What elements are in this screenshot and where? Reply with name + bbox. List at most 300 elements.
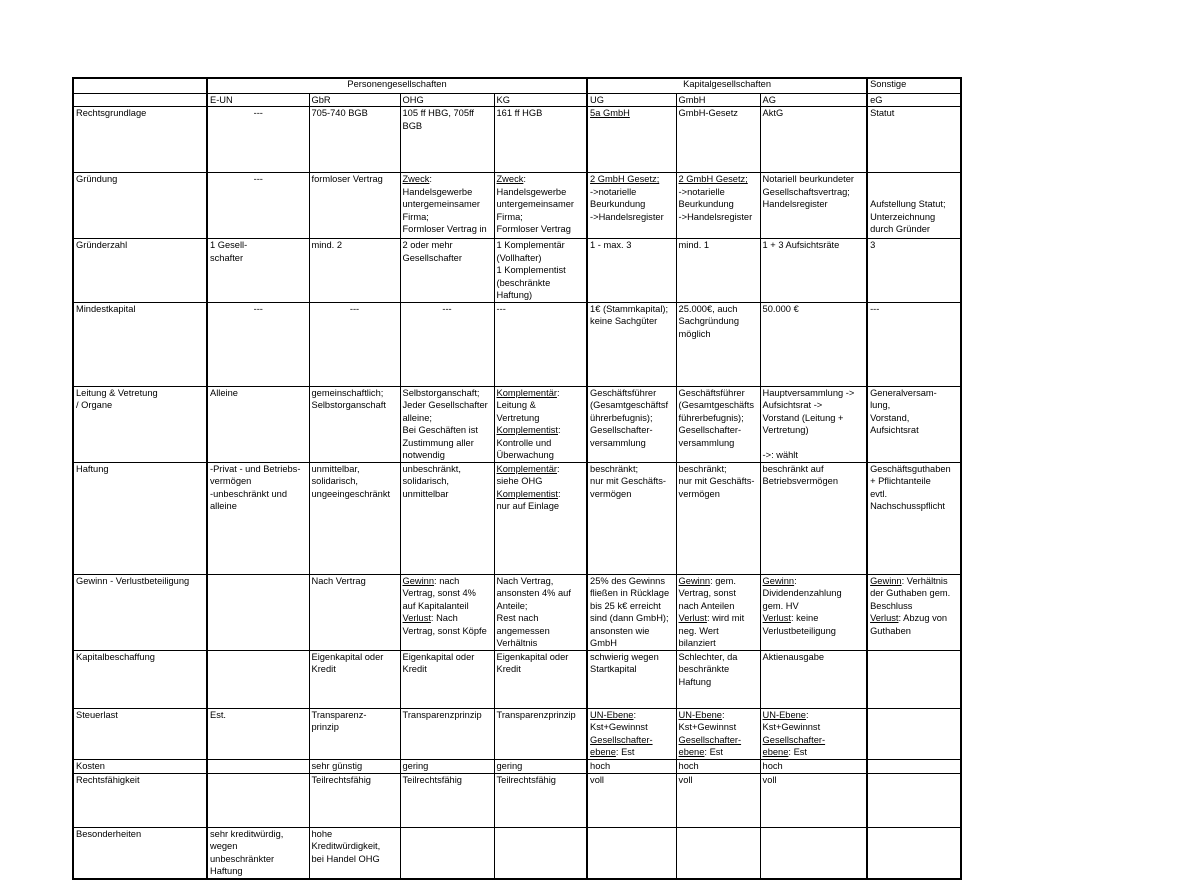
cell-line: Eigenkapital oder xyxy=(311,651,384,662)
cell-eg xyxy=(867,827,961,879)
form-header-ug: UG xyxy=(587,93,676,107)
cell-line: ungeeingeschränkt xyxy=(311,488,391,499)
cell-line: führerbefugnis); xyxy=(678,412,744,423)
cell-line: 1€ (Stammkapital); xyxy=(590,303,669,314)
cell-line: Kst+Gewinnst xyxy=(678,722,737,732)
cell-ag xyxy=(760,759,867,773)
cell-line: Vertrag, sonst Köpfe xyxy=(402,625,487,636)
cell-line: Unterzeichnung xyxy=(870,211,936,222)
cell-ug xyxy=(587,173,676,239)
cell-line: beschränkte xyxy=(678,664,730,674)
cell-line: mind. 2 xyxy=(311,240,342,250)
cell-line: Verhältnis xyxy=(496,638,538,648)
cell-line xyxy=(870,828,958,841)
form-header-ag: AG xyxy=(760,93,867,107)
cell-keyword-line: Zweck: xyxy=(402,174,432,184)
cell-ohg xyxy=(400,759,494,773)
form-header-gmbh: GmbH xyxy=(676,93,760,107)
cell-line: hohe xyxy=(311,828,333,839)
cell-line: Vorstand (Leitung + xyxy=(762,412,844,423)
cell-line: Beurkundung xyxy=(590,199,646,209)
cell-kg xyxy=(494,107,587,173)
cell-line: Firma; xyxy=(402,211,429,222)
cell-ohg xyxy=(400,302,494,386)
cell-line: --- xyxy=(253,174,263,184)
table-row xyxy=(73,827,961,879)
cell-ohg xyxy=(400,708,494,759)
cell-ug xyxy=(587,827,676,879)
cell-line: Transparenzprinzip xyxy=(402,709,482,720)
cell-line: Selbstorganschaft xyxy=(311,400,386,410)
cell-line: ->Handelsregister xyxy=(590,211,664,222)
cell-gmbh xyxy=(676,773,760,827)
cell-line: nur mit Geschäfts- xyxy=(590,476,666,486)
cell-line: AktG xyxy=(762,108,784,118)
cell-ug xyxy=(587,462,676,574)
cell-line: der Guthaben gem. xyxy=(870,588,951,598)
cell-line xyxy=(763,437,865,450)
cell-kg xyxy=(494,173,587,239)
cell-line xyxy=(210,760,307,773)
cell-line: GmbH xyxy=(590,638,617,648)
cell-line: Kredit xyxy=(496,664,521,674)
cell-gbr xyxy=(309,302,400,386)
cell-keyword-line: 5a GmbH xyxy=(590,108,630,118)
cell-line: 1 - max. 3 xyxy=(590,240,632,250)
cell-line: Anteile; xyxy=(496,600,528,611)
cell-ug xyxy=(587,574,676,650)
cell-keyword-line: Komplementist: xyxy=(496,425,561,435)
cell-eg xyxy=(867,759,961,773)
cell-line: Gründung xyxy=(76,174,118,184)
cell-ug xyxy=(587,302,676,386)
cell-e-un xyxy=(207,773,309,827)
cell-ag xyxy=(760,386,867,462)
cell-line xyxy=(870,774,958,787)
cell-line: unbeschränkter xyxy=(210,853,275,864)
table-row xyxy=(73,302,961,386)
cell-keyword-line: Komplementär: xyxy=(496,387,560,398)
cell-line: Geschäftsführer xyxy=(678,387,745,398)
cell-line: (beschränkte xyxy=(496,277,551,288)
cell-line: unmittelbar xyxy=(402,488,449,499)
cell-line: Aktienausgabe xyxy=(762,651,825,662)
cell-line: Haftung) xyxy=(496,290,533,300)
cell-ag xyxy=(760,107,867,173)
cell-line: Notariell beurkundeter xyxy=(762,174,855,184)
cell-line: Geschäftsguthaben xyxy=(870,463,951,474)
row-label-gr-ndung xyxy=(73,173,207,239)
cell-eg xyxy=(867,773,961,827)
cell-line: Haftung xyxy=(678,676,712,687)
group-header-kapitalgesellschaften: Kapitalgesellschaften xyxy=(587,78,867,93)
cell-gmbh xyxy=(676,759,760,773)
cell-e-un xyxy=(207,462,309,574)
cell-line: solidarisch, xyxy=(311,476,359,486)
cell-gmbh xyxy=(676,462,760,574)
cell-line: Haftung xyxy=(210,866,243,876)
cell-line: evtl. xyxy=(870,488,888,499)
cell-line: vermögen xyxy=(678,488,720,499)
cell-line: auf Kapitalanteil xyxy=(402,600,469,611)
cell-ug xyxy=(587,773,676,827)
cell-line: + Pflichtanteile xyxy=(870,476,931,486)
cell-ag xyxy=(760,827,867,879)
cell-line: Jeder Gesellschafter xyxy=(402,400,488,410)
cell-line: nach Anteilen xyxy=(678,600,735,611)
cell-line: Kosten xyxy=(76,760,105,771)
cell-gmbh xyxy=(676,650,760,708)
corner-cell xyxy=(73,78,207,93)
cell-line: 1 + 3 Aufsichtsräte xyxy=(762,240,840,250)
cell-line: Kapitalbeschaffung xyxy=(76,651,155,662)
form-header-eg: eG xyxy=(867,93,961,107)
cell-line xyxy=(870,651,958,664)
cell-kg xyxy=(494,773,587,827)
cell-line: sehr günstig xyxy=(311,760,363,771)
cell-line: mind. 1 xyxy=(678,240,710,250)
row-label-steuerlast xyxy=(73,708,207,759)
cell-eg xyxy=(867,574,961,650)
cell-ohg xyxy=(400,650,494,708)
cell-line: untergemeinsamer xyxy=(402,199,481,209)
cell-line: neg. Wert xyxy=(678,625,719,636)
cell-line: Handelsgewerbe xyxy=(402,186,473,197)
cell-line: bis 25 k€ erreicht xyxy=(590,600,661,611)
cell-ug xyxy=(587,650,676,708)
cell-line: Handelsgewerbe xyxy=(496,186,567,197)
cell-line: Gesellschafter xyxy=(402,252,462,263)
cell-line: unmittelbar, xyxy=(311,463,360,474)
cell-line: Formloser Vertrag xyxy=(496,224,571,234)
cell-line: 50.000 € xyxy=(762,303,799,314)
cell-gbr xyxy=(309,827,400,879)
cell-ohg xyxy=(400,462,494,574)
cell-line: Betriebsvermögen xyxy=(762,476,838,486)
cell-line: Kredit xyxy=(311,664,336,674)
cell-keyword-line: Verlust: wird mit xyxy=(678,613,745,623)
cell-line: Kst+Gewinnst xyxy=(590,722,648,732)
cell-line: Aufsichtsrat -> xyxy=(762,400,823,410)
cell-line: voll xyxy=(762,774,777,785)
cell-gmbh xyxy=(676,708,760,759)
cell-line: 2 oder mehr xyxy=(402,240,453,250)
cell-eg xyxy=(867,386,961,462)
cell-line xyxy=(590,828,674,841)
cell-line: angemessen xyxy=(496,625,550,636)
cell-line: formloser Vertrag xyxy=(311,174,383,184)
cell-gmbh xyxy=(676,386,760,462)
cell-kg xyxy=(494,462,587,574)
cell-line: Mindestkapital xyxy=(76,303,136,314)
cell-ag xyxy=(760,773,867,827)
cell-line: 705-740 BGB xyxy=(311,108,368,118)
cell-keyword-line: UN-Ebene: xyxy=(762,709,809,720)
legal-forms-table xyxy=(72,77,962,880)
cell-kg xyxy=(494,302,587,386)
cell-line: alleine; xyxy=(402,412,432,423)
forms-row-label xyxy=(73,93,207,107)
cell-keyword-line: 2 GmbH Gesetz; xyxy=(590,174,660,184)
cell-line: Dividendenzahlung xyxy=(762,588,842,598)
cell-line: ansonsten 4% auf xyxy=(496,588,571,598)
cell-ug xyxy=(587,386,676,462)
cell-e-un xyxy=(207,827,309,879)
cell-gbr xyxy=(309,773,400,827)
cell-line: Transparenz- xyxy=(311,709,367,720)
cell-line: prinzip xyxy=(311,722,339,732)
group-header-personengesellschaften: Personengesellschaften xyxy=(207,78,587,93)
cell-line: Rechtsgrundlage xyxy=(76,108,147,118)
cell-line: schafter xyxy=(210,252,244,263)
cell-line xyxy=(763,828,865,841)
cell-line xyxy=(403,828,492,841)
cell-gmbh xyxy=(676,173,760,239)
table-row xyxy=(73,462,961,574)
cell-line: Vertretung) xyxy=(762,425,809,435)
cell-line: Beurkundung xyxy=(678,199,734,209)
cell-keyword-line: ebene: Est xyxy=(678,747,724,757)
cell-line: (Gesamtgeschäftsf xyxy=(590,400,669,410)
cell-line: Statut xyxy=(870,108,895,118)
cell-line: (Gesamtgeschäfts xyxy=(678,400,754,410)
cell-ag xyxy=(760,239,867,303)
cell-line: Vertrag, sonst 4% xyxy=(402,588,476,598)
table-row xyxy=(73,107,961,173)
cell-line: unbeschränkt, xyxy=(402,463,461,474)
cell-line: Eigenkapital oder xyxy=(402,651,475,662)
cell-line: 25% des Gewinns xyxy=(590,575,665,586)
cell-line: Leitung & Vetretung xyxy=(76,387,158,398)
cell-line: ansonsten wie xyxy=(590,625,650,636)
cell-keyword-line: Verlust: Nach xyxy=(402,613,458,623)
cell-e-un xyxy=(207,650,309,708)
cell-line: notwendig xyxy=(402,450,445,460)
table-row xyxy=(73,759,961,773)
cell-line: hoch xyxy=(590,760,611,771)
row-label-besonderheiten xyxy=(73,827,207,879)
cell-line: Rechtsfähigkeit xyxy=(76,774,140,785)
group-header-sonstige: Sonstige xyxy=(867,78,961,93)
cell-line: nur auf Einlage xyxy=(496,501,560,511)
cell-line: -Privat - und Betriebs- xyxy=(210,463,301,474)
cell-line: Est. xyxy=(210,709,227,720)
cell-line: Transparenzprinzip xyxy=(496,709,576,720)
cell-line: --- xyxy=(442,303,452,314)
cell-kg xyxy=(494,827,587,879)
cell-keyword-line: UN-Ebene: xyxy=(590,709,637,720)
cell-line: Generalversam- xyxy=(870,387,937,398)
cell-ag xyxy=(760,462,867,574)
cell-line: Kreditwürdigkeit, xyxy=(311,841,381,851)
cell-line: Sachgründung xyxy=(678,316,740,326)
cell-keyword-line: Gesellschafter- xyxy=(678,734,742,745)
cell-line: Gewinn - Verlustbeteiligung xyxy=(76,575,190,586)
cell-gmbh xyxy=(676,574,760,650)
cell-line: gering xyxy=(402,760,429,771)
cell-keyword-line: Verlust: Abzug von xyxy=(870,613,948,623)
cell-line: 3 xyxy=(870,240,876,250)
cell-line: schwierig wegen xyxy=(590,651,659,662)
cell-gmbh xyxy=(676,827,760,879)
cell-line: Haftung xyxy=(76,463,109,474)
row-label-kosten xyxy=(73,759,207,773)
cell-line: voll xyxy=(590,774,604,785)
cell-e-un xyxy=(207,173,309,239)
cell-keyword-line: Gesellschafter- xyxy=(762,734,826,745)
cell-line: Verlustbeteiligung xyxy=(762,625,836,636)
cell-line: GmbH-Gesetz xyxy=(678,108,738,118)
cell-e-un xyxy=(207,574,309,650)
cell-line: möglich xyxy=(678,328,711,339)
cell-line: 25.000€, auch xyxy=(678,303,738,314)
cell-line: gem. HV xyxy=(762,600,799,611)
cell-keyword-line: ebene: Est xyxy=(762,747,808,757)
cell-line: Vertrag, sonst xyxy=(678,588,736,598)
cell-line: Guthaben xyxy=(870,625,911,636)
cell-ohg xyxy=(400,239,494,303)
cell-line: siehe OHG xyxy=(496,476,543,486)
cell-line: bei Handel OHG xyxy=(311,853,380,864)
cell-line: Teilrechtsfähig xyxy=(402,774,462,785)
cell-kg xyxy=(494,650,587,708)
row-label-leitung-vetretung-organe xyxy=(73,386,207,462)
cell-line: Bei Geschäften ist xyxy=(402,425,478,435)
cell-eg xyxy=(867,173,961,239)
cell-line: Zustimmung aller xyxy=(402,437,474,448)
cell-ag xyxy=(760,650,867,708)
cell-kg xyxy=(494,574,587,650)
cell-gbr xyxy=(309,574,400,650)
cell-ag xyxy=(760,302,867,386)
cell-line: Überwachung xyxy=(496,450,554,460)
cell-keyword-line: UN-Ebene: xyxy=(678,709,725,720)
cell-line: untergemeinsamer xyxy=(496,199,575,209)
cell-line: gering xyxy=(496,760,523,771)
cell-line: Vertretung xyxy=(496,412,540,423)
cell-line: Teilrechtsfähig xyxy=(496,774,556,785)
cell-line: Kredit xyxy=(402,664,427,674)
cell-gbr xyxy=(309,650,400,708)
cell-line: Gesellschafter- xyxy=(590,425,653,435)
cell-line: Firma; xyxy=(496,211,523,222)
cell-ag xyxy=(760,574,867,650)
cell-ohg xyxy=(400,107,494,173)
cell-line: Schlechter, da xyxy=(678,651,738,662)
cell-line: --- xyxy=(496,303,506,314)
cell-gmbh xyxy=(676,302,760,386)
cell-ohg xyxy=(400,773,494,827)
cell-line: 105 ff HBG, 705ff BGB xyxy=(402,108,474,131)
cell-line: (Vollhafter) xyxy=(496,252,542,263)
cell-line: Handelsregister xyxy=(762,199,828,209)
cell-line xyxy=(870,709,958,722)
cell-line: Gründerzahl xyxy=(76,240,128,250)
cell-line: nur mit Geschäfts- xyxy=(678,476,755,486)
cell-gbr xyxy=(309,107,400,173)
cell-ohg xyxy=(400,173,494,239)
cell-line xyxy=(497,828,585,841)
cell-keyword-line: 2 GmbH Gesetz; xyxy=(678,174,748,184)
cell-line: Kst+Gewinnst xyxy=(762,722,821,732)
cell-line: sehr kreditwürdig, xyxy=(210,828,284,839)
cell-line: versammlung xyxy=(590,437,646,448)
form-header-e-un: E-UN xyxy=(207,93,309,107)
form-header-kg: KG xyxy=(494,93,587,107)
cell-eg xyxy=(867,239,961,303)
cell-keyword-line: Komplementär: xyxy=(496,463,560,474)
cell-line: lung, xyxy=(870,400,891,410)
cell-line: Gesellschaftsvertrag; xyxy=(762,186,850,197)
cell-keyword-line: Gesellschafter- xyxy=(590,734,653,745)
cell-e-un xyxy=(207,107,309,173)
cell-gbr xyxy=(309,462,400,574)
cell-line: Nach Vertrag xyxy=(311,575,366,586)
cell-line: Leitung & xyxy=(496,400,536,410)
cell-e-un xyxy=(207,386,309,462)
cell-line: Nachschusspflicht xyxy=(870,501,946,511)
cell-line: ->notarielle xyxy=(678,186,725,197)
cell-line: --- xyxy=(870,303,880,314)
cell-keyword-line: Gewinn: Verhältnis xyxy=(870,575,948,586)
cell-line: --- xyxy=(253,303,263,314)
cell-line xyxy=(870,173,958,186)
table-row xyxy=(73,574,961,650)
cell-keyword-line: Verlust: keine xyxy=(762,613,819,623)
row-label-gewinn-verlustbeteiligung xyxy=(73,574,207,650)
cell-line: Rest nach xyxy=(496,613,539,623)
cell-ug xyxy=(587,759,676,773)
cell-gbr xyxy=(309,708,400,759)
cell-keyword-line: Gewinn: nach xyxy=(402,575,460,586)
row-label-rechtsgrundlage xyxy=(73,107,207,173)
cell-gbr xyxy=(309,386,400,462)
cell-gmbh xyxy=(676,107,760,173)
row-label-kapitalbeschaffung xyxy=(73,650,207,708)
cell-line: Startkapital xyxy=(590,664,637,674)
cell-line: Aufsichtsrat xyxy=(870,425,919,435)
cell-ug xyxy=(587,708,676,759)
cell-eg xyxy=(867,708,961,759)
cell-gbr xyxy=(309,759,400,773)
cell-eg xyxy=(867,462,961,574)
cell-eg xyxy=(867,302,961,386)
cell-line: -unbeschränkt und xyxy=(210,488,288,499)
form-header-ohg: OHG xyxy=(400,93,494,107)
cell-gbr xyxy=(309,173,400,239)
cell-line: 161 ff HGB xyxy=(496,108,543,118)
cell-ag xyxy=(760,708,867,759)
cell-line: ->Handelsregister xyxy=(678,211,753,222)
cell-line: keine Sachgüter xyxy=(590,316,658,326)
cell-keyword-line: ebene: Est xyxy=(590,747,635,757)
cell-line: gemeinschaftlich; xyxy=(311,387,384,398)
cell-line: hoch xyxy=(762,760,783,771)
table-row xyxy=(73,773,961,827)
cell-line: beschränkt auf xyxy=(762,463,824,474)
cell-line: bilanziert xyxy=(678,638,716,648)
cell-line: Vorstand, xyxy=(870,412,910,423)
cell-line: Kontrolle und xyxy=(496,437,552,448)
cell-line: Beschluss xyxy=(870,600,913,611)
cell-line xyxy=(870,760,958,773)
table-row xyxy=(73,173,961,239)
cell-gmbh xyxy=(676,239,760,303)
cell-ohg xyxy=(400,386,494,462)
cell-line: Hauptversammlung -> xyxy=(762,387,855,398)
cell-line: wegen xyxy=(210,841,238,851)
cell-line xyxy=(679,828,758,841)
